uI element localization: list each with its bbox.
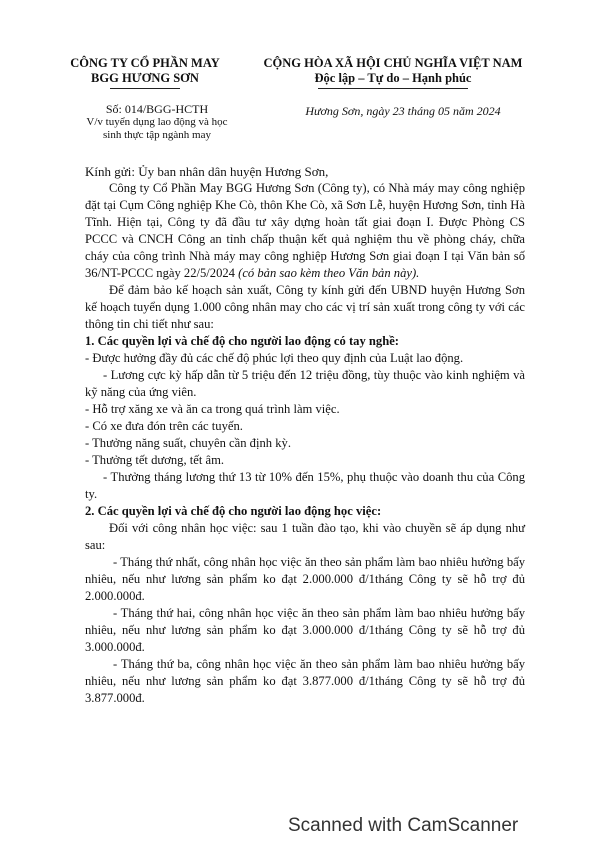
recipient-line: Kính gửi: Ủy ban nhân dân huyện Hương Sơn, — [85, 164, 329, 179]
plan-paragraph: Để đảm bảo kế hoạch sản xuất, Công ty kính gửi đến UBND huyện Hương Sơn kế hoạch tuyển dụng 1.000 công nhân may cho các vị trí sản xuất trong công ty với các thông tin chi tiết như sau: — [85, 283, 525, 331]
section1-item: - Thưởng năng suất, chuyên cần định kỳ. — [85, 436, 291, 450]
place-and-date: Hương Sơn, ngày 23 tháng 05 năm 2024 — [305, 104, 501, 118]
section1-item: - Lương cực kỳ hấp dẫn từ 5 triệu đến 12 triệu đồng, tùy thuộc vào kinh nghiệm và kỹ năng của ứng viên. — [85, 368, 525, 399]
section1-item: - Thưởng tết dương, tết âm. — [85, 453, 225, 467]
section1-item: - Hỗ trợ xăng xe và ăn ca trong quá trình làm việc. — [85, 402, 340, 416]
intro-main-text: Công ty Cổ Phần May BGG Hương Sơn (Công ty), có Nhà máy may công nghiệp đặt tại Cụm Công nghiệp Khe Cò, thôn Khe Cò, xã Sơn Lễ, huyện Hương Sơn, tỉnh Hà Tĩnh. Hiện tại, Công ty đã đầu tư xây dựng hoàn tất giai đoạn I. Được Phòng CS PCCC và CNCH Công an tỉnh chấp thuận kết quả nghiệm thu về phòng cháy, chữa cháy của công trình Nhà máy may công nghiệp Hương Sơn giai đoạn I tại Văn bản số 36/NT-PCCC ngày 22/5/2024 — [85, 181, 525, 280]
section2-item: - Tháng thứ ba, công nhân học việc ăn theo sản phẩm làm bao nhiêu hưởng bấy nhiêu, nếu như lương sản phẩm ko đạt 3.877.000 đ/1tháng Công ty sẽ hỗ trợ đủ 3.877.000đ. — [85, 657, 525, 705]
nation-motto: Độc lập – Tự do – Hạnh phúc — [314, 71, 472, 85]
document-number: Số: 014/BGG-HCTH — [105, 102, 209, 116]
section2-title: 2. Các quyền lợi và chế độ cho người lao động học việc: — [85, 504, 382, 518]
section1-item: - Thưởng tháng lương thứ 13 từ 10% đến 15%, phụ thuộc vào doanh thu của Công ty. — [85, 470, 525, 501]
national-header — [248, 56, 538, 89]
camscanner-watermark: Scanned with CamScanner — [288, 815, 519, 836]
intro-attachment-note: (có bản sao kèm theo Văn bản này). — [238, 266, 420, 280]
company-name-line1: CÔNG TY CỔ PHẦN MAY — [70, 56, 220, 70]
document-reference — [82, 103, 232, 142]
motto-underline — [318, 88, 468, 89]
section2-item: - Tháng thứ nhất, công nhân học việc ăn theo sản phẩm làm bao nhiêu hưởng bấy nhiêu, nếu như lương sản phẩm ko đạt 2.000.000 đ/1tháng Công ty sẽ hỗ trợ đủ 2.000.000đ. — [85, 555, 525, 603]
section1-title: 1. Các quyền lợi và chế độ cho người lao động có tay nghề: — [85, 334, 399, 348]
company-underline — [110, 88, 180, 89]
section2-item: - Tháng thứ hai, công nhân học việc ăn theo sản phẩm làm bao nhiêu hưởng bấy nhiêu, nếu như lương sản phẩm ko đạt 3.000.000 đ/1tháng Công ty sẽ hỗ trợ đủ 3.000.000đ. — [85, 606, 525, 654]
section2-intro: Đối với công nhân học việc: sau 1 tuần đào tạo, khi vào chuyền sẽ áp dụng như sau: — [85, 521, 525, 552]
letter-body — [85, 163, 525, 707]
section1-item: - Được hưởng đầy đủ các chế độ phúc lợi theo quy định của Luật lao động. — [85, 351, 464, 365]
company-header — [60, 56, 230, 89]
company-name-line2: BGG HƯƠNG SƠN — [91, 71, 199, 85]
nation-name: CỘNG HÒA XÃ HỘI CHỦ NGHĨA VIỆT NAM — [263, 56, 523, 70]
document-subject-line1: V/v tuyển dụng lao động và học — [86, 116, 228, 128]
document-subject-line2: sinh thực tập ngành may — [103, 129, 211, 141]
section1-item: - Có xe đưa đón trên các tuyến. — [85, 419, 243, 433]
intro-paragraph — [85, 180, 525, 282]
